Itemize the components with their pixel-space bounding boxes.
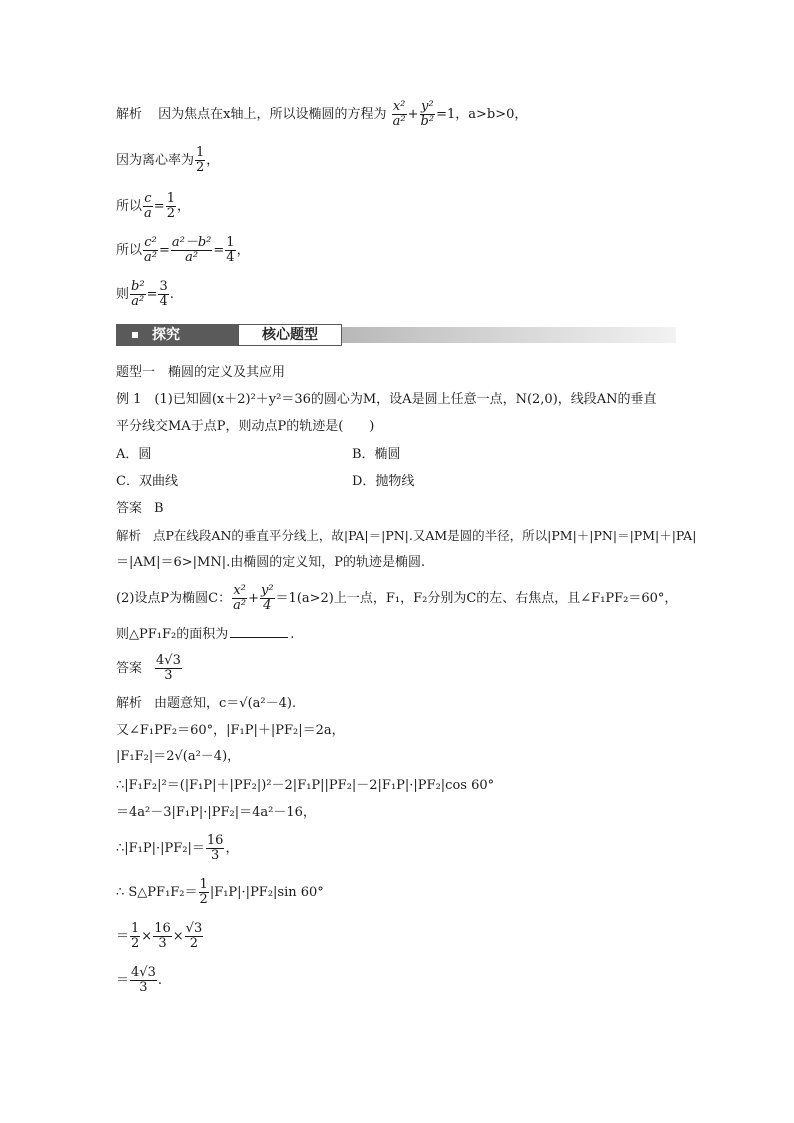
option-d: D．抛物线 — [352, 474, 415, 489]
ratio-squared-line: 所以 $\frac{\text{c²}}{\text{a²}}$ = $\frac{\text{a²－b²}}{\text{a²}}$ = $\frac{1}{4}$ ， — [116, 235, 250, 265]
solution2-line3: |F₁F₂|＝2√(a²－4)， — [116, 749, 241, 764]
solution1-line2: ＝|AM|＝6>|MN|.由椭圆的定义知，P的轨迹是椭圆. — [116, 555, 426, 570]
eccentricity-line: 因为离心率为 $\frac{1}{2}$ ， — [116, 145, 220, 175]
text: 因为焦点在x轴上，所以设椭圆的方程为 — [158, 107, 387, 122]
fraction: $\frac{4√3}{3}$ — [131, 965, 156, 995]
fraction: $\frac{\text{x²}}{\text{a²}}$ — [392, 99, 406, 129]
banner-left: 探究 — [116, 324, 238, 346]
option-a: A．圆 — [116, 447, 152, 462]
fraction: $\frac{1}{2}$ — [196, 145, 205, 175]
solution1-line1: 解析 点P在线段AN的垂直平分线上，故|PA|＝|PN|.又AM是圆的半径，所以|PM|＋|PN|＝|PM|＋|PA| — [116, 528, 697, 543]
solution2-line6: ∴|F₁P|·|PF₂|＝ $\frac{16}{3}$ ， — [116, 833, 239, 863]
type-heading: 题型一 椭圆的定义及其应用 — [116, 365, 286, 380]
square-bullet-icon — [132, 332, 138, 338]
example2-line2: 则△PF₁F₂的面积为 . — [116, 627, 295, 642]
fraction: $\frac{c}{a}$ — [144, 191, 152, 221]
option-c: C．双曲线 — [116, 474, 178, 489]
solution-intro-line: 解析 因为焦点在x轴上，所以设椭圆的方程为 $\frac{\text{x²}}{\text{a²}}$ + $\frac{\text{y²}}{\text{b²}}$ =1，a>b>0， — [116, 99, 528, 129]
banner-right: 核心题型 — [238, 324, 342, 346]
label-jiexi: 解析 — [116, 107, 143, 122]
ratio-line: 所以 $\frac{c}{a}$ = $\frac{1}{2}$ ， — [116, 191, 190, 221]
result-line: 则 $\frac{\text{b²}}{\text{a²}}$ = $\frac{3}{4}$ . — [116, 279, 174, 309]
fraction: $\frac{\text{x²}}{\text{a²}}$ — [233, 583, 247, 613]
example1-line2: 平分线交MA于点P，则动点P的轨迹是( ) — [116, 419, 375, 434]
fraction: $\frac{16}{3}$ — [206, 833, 224, 863]
fraction: $\frac{4√3}{3}$ — [156, 653, 181, 683]
fraction: $\frac{1}{2}$ — [199, 877, 208, 907]
answer1-line: 答案 B — [116, 501, 164, 516]
solution2-line4: ∴|F₁F₂|²＝(|F₁P|＋|PF₂|)²－2|F₁P||PF₂|－2|F₁P|·|PF₂|cos 60° — [116, 778, 495, 793]
fraction: $\frac{1}{2}$ — [131, 921, 140, 951]
fraction: $\frac{\text{c²}}{\text{a²}}$ — [144, 235, 157, 265]
example1-line1: 例 1 (1)已知圆(x＋2)²＋y²＝36的圆心为M，设A是圆上任意一点，N(2,0)，线段AN的垂直 — [116, 392, 657, 407]
solution2-line7: ∴ S△PF₁F₂＝ $\frac{1}{2}$ |F₁P|·|PF₂|sin 60° — [116, 877, 324, 907]
answer-blank — [230, 637, 288, 638]
fraction: $\frac{\text{a²－b²}}{\text{a²}}$ — [171, 235, 212, 265]
fraction: $\frac{√3}{2}$ — [185, 921, 203, 951]
solution2-line1: 解析 由题意知，c＝√(a²－4). — [116, 696, 297, 711]
fraction: $\frac{\text{b²}}{\text{a²}}$ — [131, 279, 145, 309]
fraction: $\frac{1}{2}$ — [166, 191, 175, 221]
fraction: $\frac{\text{y²}}{\text{b²}}$ — [420, 99, 435, 129]
solution2-line5: ＝4a²－3|F₁P|·|PF₂|＝4a²－16， — [116, 805, 316, 820]
fraction: $\frac{\text{y²}}{4}$ — [260, 583, 274, 613]
example2-line1: (2)设点P为椭圆C： $\frac{\text{x²}}{\text{a²}}$ + $\frac{\text{y²}}{4}$ ＝1(a>2)上一点，F₁，F₂分别为C的左、右焦点，且∠F₁PF₂＝60°， — [116, 583, 678, 613]
fraction: $\frac{3}{4}$ — [159, 279, 168, 309]
solution2-line2: 又∠F₁PF₂＝60°，|F₁P|＋|PF₂|＝2a， — [116, 723, 345, 738]
section-banner — [116, 324, 676, 346]
option-b: B．椭圆 — [352, 447, 401, 462]
solution2-line9: ＝ $\frac{4√3}{3}$ . — [116, 965, 162, 995]
solution2-line8: ＝ $\frac{1}{2}$ × $\frac{16}{3}$ × $\frac{√3}{2}$ — [116, 921, 203, 951]
fraction: $\frac{16}{3}$ — [154, 921, 171, 951]
fraction: $\frac{1}{4}$ — [226, 235, 235, 265]
answer2-line: 答案 $\frac{4√3}{3}$ — [116, 653, 181, 683]
